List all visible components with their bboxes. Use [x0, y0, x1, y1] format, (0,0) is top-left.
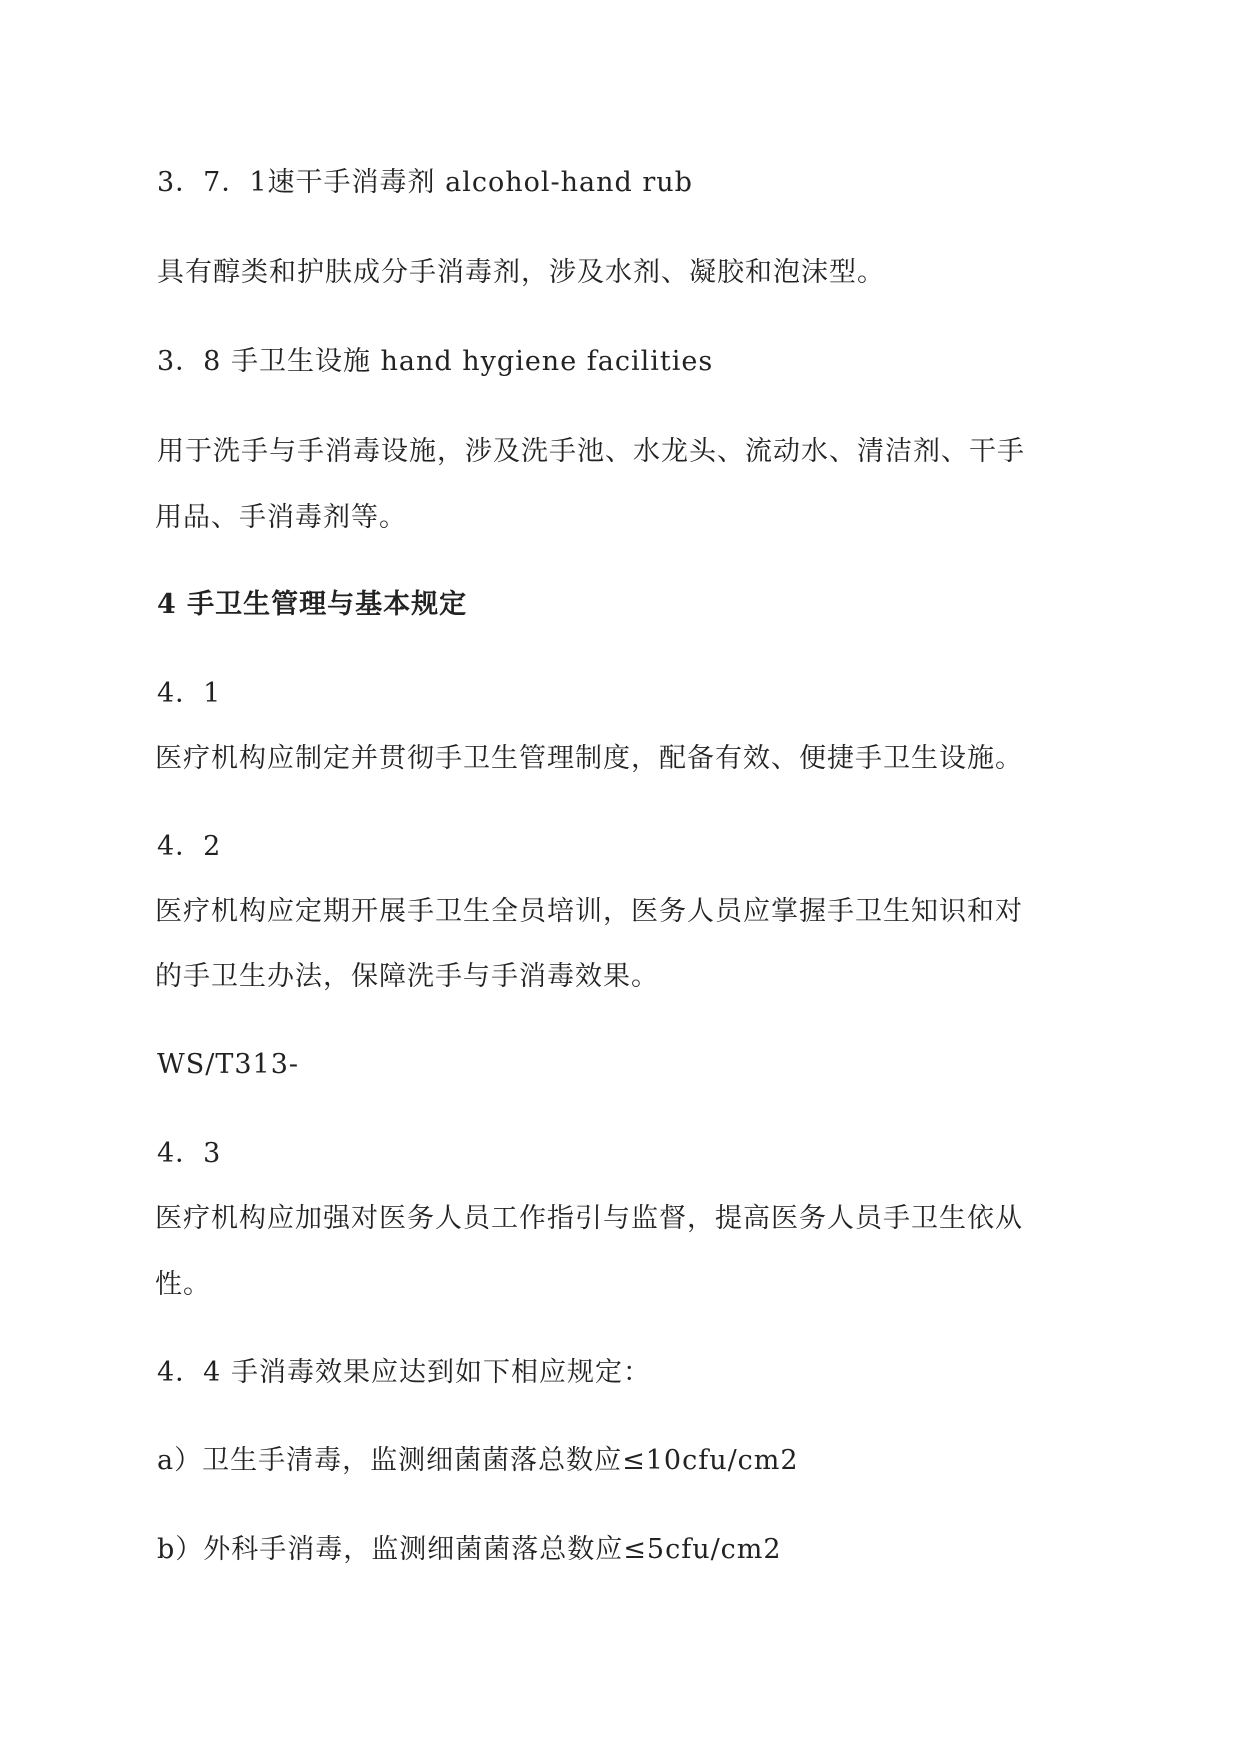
section-4-2-text-line-2: 的手卫生办法，保障洗手与手消毒效果。 [155, 961, 659, 992]
section-4-2-text-line-1: 医疗机构应定期开展手卫生全员培训，医务人员应掌握手卫生知识和对 [155, 896, 1023, 927]
standard-code: WS/T313- [157, 1049, 300, 1080]
section-3-8-text-line-1: 用于洗手与手消毒设施，涉及洗手池、水龙头、流动水、清洁剂、干手 [157, 436, 1025, 467]
section-4-2-number: 4．2 [157, 831, 222, 862]
section-4-1-text: 医疗机构应制定并贯彻手卫生管理制度，配备有效、便捷手卫生设施。 [155, 743, 1023, 774]
section-3-7-1-title: 3．7．1速干手消毒剂 alcohol-hand rub [157, 167, 693, 198]
requirement-b: b）外科手消毒，监测细菌菌落总数应≤5cfu/cm2 [157, 1534, 782, 1565]
section-4-1-number: 4．1 [157, 678, 222, 709]
section-4-3-text-line-2: 性。 [155, 1269, 211, 1300]
requirement-a: a）卫生手清毒，监测细菌菌落总数应≤10cfu/cm2 [157, 1445, 799, 1476]
section-3-8-text-line-2: 用品、手消毒剂等。 [155, 502, 407, 533]
section-4-heading: 4 手卫生管理与基本规定 [157, 589, 468, 620]
section-3-8-title: 3．8 手卫生设施 hand hygiene facilities [157, 346, 714, 377]
section-3-7-1-text: 具有醇类和护肤成分手消毒剂，涉及水剂、凝胶和泡沫型。 [157, 257, 885, 288]
section-4-3-number: 4．3 [157, 1138, 222, 1169]
section-4-3-text-line-1: 医疗机构应加强对医务人员工作指引与监督，提高医务人员手卫生依从 [155, 1203, 1023, 1234]
section-4-4-title: 4．4 手消毒效果应达到如下相应规定： [157, 1357, 651, 1388]
